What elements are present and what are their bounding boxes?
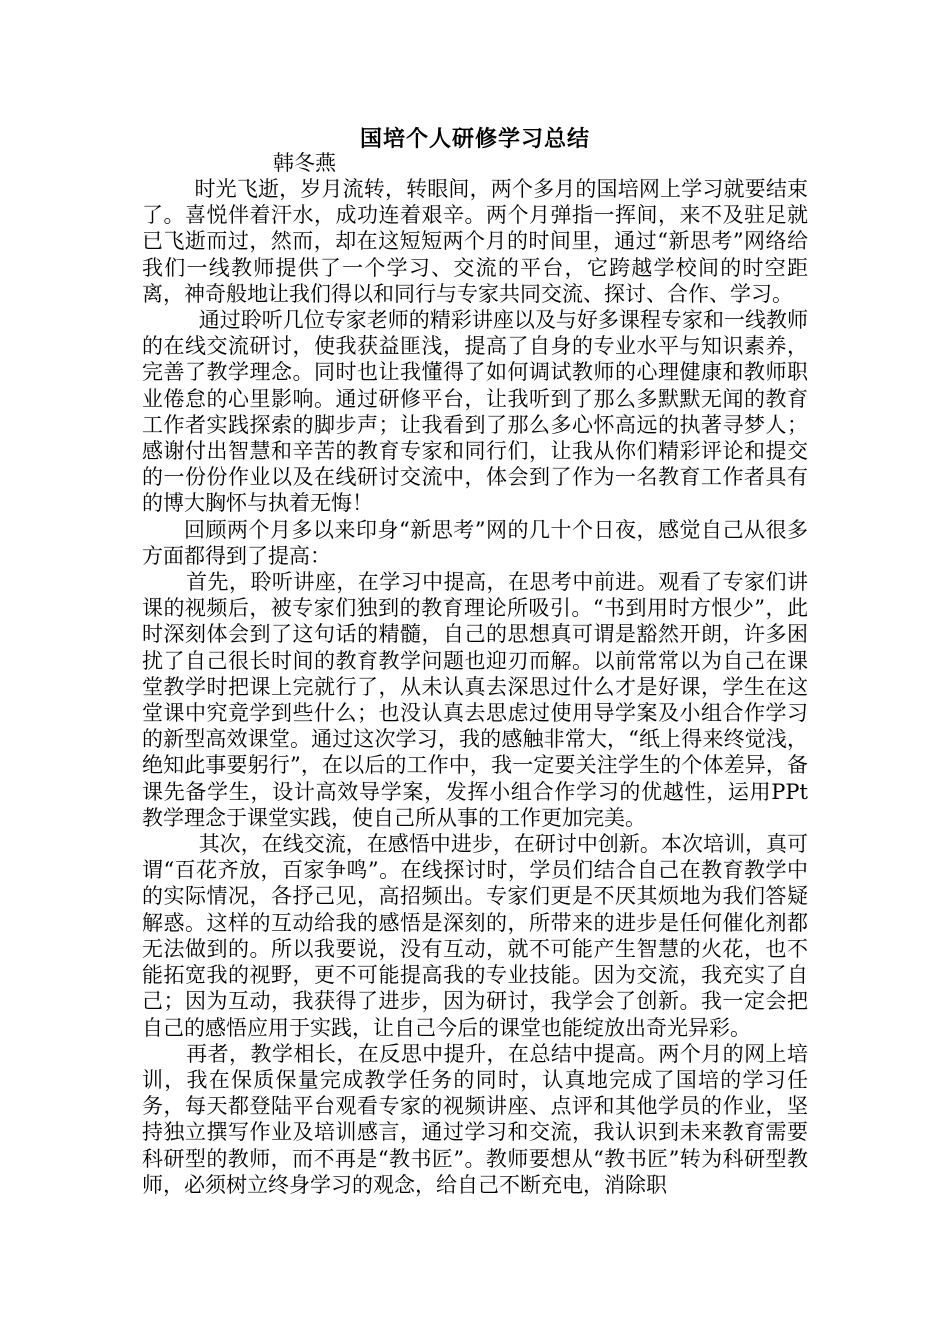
paragraph: 通过聆听几位专家老师的精彩讲座以及与好多课程专家和一线教师的在线交流研讨，使我获益匪浅，提高了自身的专业水平与知识素养，完善了教学理念。同时也让我懂得了如何调试教师的心理健康和教师职业倦怠的心里影响。通过研修平台，让我听到了那么多默默无闻的教育工作者实践探索的脚步声；让我看到了那么多心怀高远的执著寻梦人；感谢付出智慧和辛苦的教育专家和同行们，让我从你们精彩评论和提交的一份份作业以及在线研讨交流中，体会到了作为一名教育工作者具有的博大胸怀与执着无悔！ xyxy=(142,308,808,516)
document-title: 国培个人研修学习总结 xyxy=(359,126,590,152)
paragraph: 再者，教学相长，在反思中提升，在总结中提高。两个月的网上培训，我在保质保量完成教学任务的同时，认真地完成了国培的学习任务，每天都登陆平台观看专家的视频讲座、点评和其他学员的作业，坚持独立撰写作业及培训感言，通过学习和交流，我认识到未来教育需要科研型的教师，而不再是“教书匠”。教师要想从“教书匠”转为科研型教师，必须树立终身学习的观念，给自己不断充电，消除职 xyxy=(142,1041,808,1197)
document-author: 韩冬燕 xyxy=(273,151,336,175)
paragraph: 回顾两个月多以来印身“新思考”网的几十个日夜，感觉自己从很多方面都得到了提高： xyxy=(142,517,808,568)
document-body xyxy=(142,176,808,1198)
paragraph: 时光飞逝，岁月流转，转眼间，两个多月的国培网上学习就要结束了。喜悦伴着汗水，成功连着艰辛。两个月弹指一挥间，来不及驻足就已飞逝而过，然而，却在这短短两个月的时间里，通过“新思考”网络给我们一线教师提供了一个学习、交流的平台，它跨越学校间的时空距离，神奇般地让我们得以和同行与专家共同交流、探讨、合作、学习。 xyxy=(142,177,808,306)
paragraph: 首先，聆听讲座，在学习中提高，在思考中前进。观看了专家们讲课的视频后，被专家们独到的教育理论所吸引。“书到用时方恨少”，此时深刻体会到了这句话的精髓，自己的思想真可谓是豁然开朗，许多困扰了自己很长时间的教育教学问题也迎刃而解。以前常常以为自己在课堂教学时把课上完就行了，从未认真去深思过什么才是好课，学生在这堂课中究竟学到些什么；也没认真去思虑过使用导学案及小组合作学习的新型高效课堂。通过这次学习，我的感触非常大，“纸上得来终觉浅，绝知此事要躬行”，在以后的工作中，我一定要关注学生的个体差异，备课先备学生，设计高效导学案，发挥小组合作学习的优越性，运用PPt教学理念于课堂实践，使自己所从事的工作更加完美。 xyxy=(142,570,808,830)
paragraph: 其次，在线交流，在感悟中进步，在研讨中创新。本次培训，真可谓“百花齐放，百家争鸣”。在线探讨时，学员们结合自己在教育教学中的实际情况，各抒己见，高招频出。专家们更是不厌其烦地为我们答疑解惑。这样的互动给我的感悟是深刻的，所带来的进步是任何催化剂都无法做到的。所以我要说，没有互动，就不可能产生智慧的火花，也不能拓宽我的视野，更不可能提高我的专业技能。因为交流，我充实了自己；因为互动，我获得了进步，因为研讨，我学会了创新。我一定会把自己的感悟应用于实践，让自己今后的课堂也能绽放出奇光异彩。 xyxy=(142,832,808,1040)
